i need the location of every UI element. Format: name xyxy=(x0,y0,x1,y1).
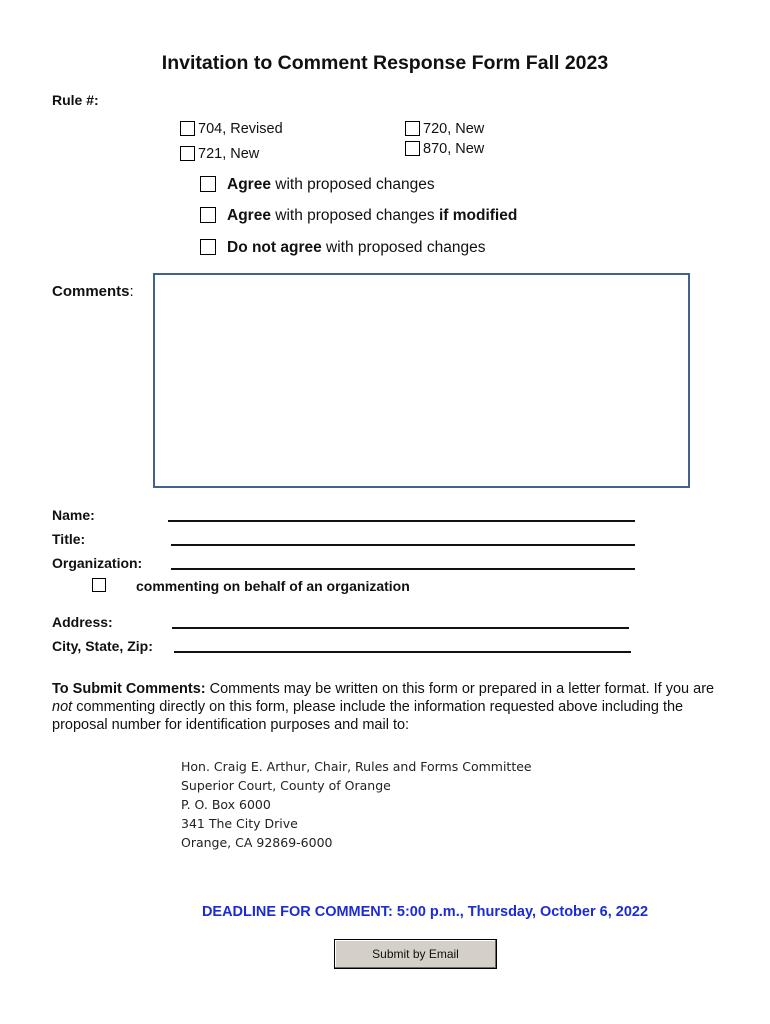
do-not-agree-checkbox[interactable] xyxy=(200,239,216,255)
rule-720-label: 720, New xyxy=(423,121,485,137)
address-line: P. O. Box 6000 xyxy=(181,797,271,812)
do-not-agree-option-label: Do not agree with proposed changes xyxy=(227,239,486,256)
submit-by-email-button[interactable]: Submit by Email xyxy=(334,939,497,969)
rule-label: Rule #: xyxy=(52,92,99,108)
address-line: Superior Court, County of Orange xyxy=(181,778,391,793)
agree-checkbox[interactable] xyxy=(200,176,216,192)
behalf-of-organization-label: commenting on behalf of an organization xyxy=(136,578,410,594)
name-label: Name: xyxy=(52,507,95,523)
rule-870-checkbox[interactable] xyxy=(405,141,420,156)
address-line: Hon. Craig E. Arthur, Chair, Rules and Forms Committee xyxy=(181,759,532,774)
address-line: 341 The City Drive xyxy=(181,816,298,831)
rule-721-checkbox[interactable] xyxy=(180,146,195,161)
title-label: Title: xyxy=(52,531,86,547)
name-field[interactable] xyxy=(168,520,635,522)
organization-label: Organization: xyxy=(52,555,143,571)
agree-option-label: Agree with proposed changes xyxy=(227,176,435,193)
deadline-notice: DEADLINE FOR COMMENT: 5:00 p.m., Thursday, October 6, 2022 xyxy=(201,904,649,920)
city-state-zip-field[interactable] xyxy=(174,651,631,653)
rule-870-label: 870, New xyxy=(423,141,485,157)
agree-if-modified-checkbox[interactable] xyxy=(200,207,216,223)
submit-instructions: To Submit Comments: Comments may be written on this form or prepared in a letter format. If you are not commenting directly on this form, please include the information requested above including the proposal number for identification purposes and mail to: xyxy=(52,681,715,733)
rule-704-checkbox[interactable] xyxy=(180,121,195,136)
page-title: Invitation to Comment Response Form Fall 2023 xyxy=(161,52,609,74)
comments-label: Comments: xyxy=(52,283,134,300)
agree-if-modified-option-label: Agree with proposed changes if modified xyxy=(227,207,518,224)
behalf-of-organization-checkbox[interactable] xyxy=(92,578,106,592)
address-label: Address: xyxy=(52,614,113,630)
rule-704-label: 704, Revised xyxy=(198,121,283,137)
city-state-zip-label: City, State, Zip: xyxy=(52,638,153,654)
title-field[interactable] xyxy=(171,544,635,546)
comments-textarea[interactable] xyxy=(153,273,690,488)
rule-720-checkbox[interactable] xyxy=(405,121,420,136)
address-line: Orange, CA 92869-6000 xyxy=(181,835,333,850)
mailing-address xyxy=(181,757,532,852)
organization-field[interactable] xyxy=(171,568,635,570)
rule-721-label: 721, New xyxy=(198,146,260,162)
address-field[interactable] xyxy=(172,627,629,629)
